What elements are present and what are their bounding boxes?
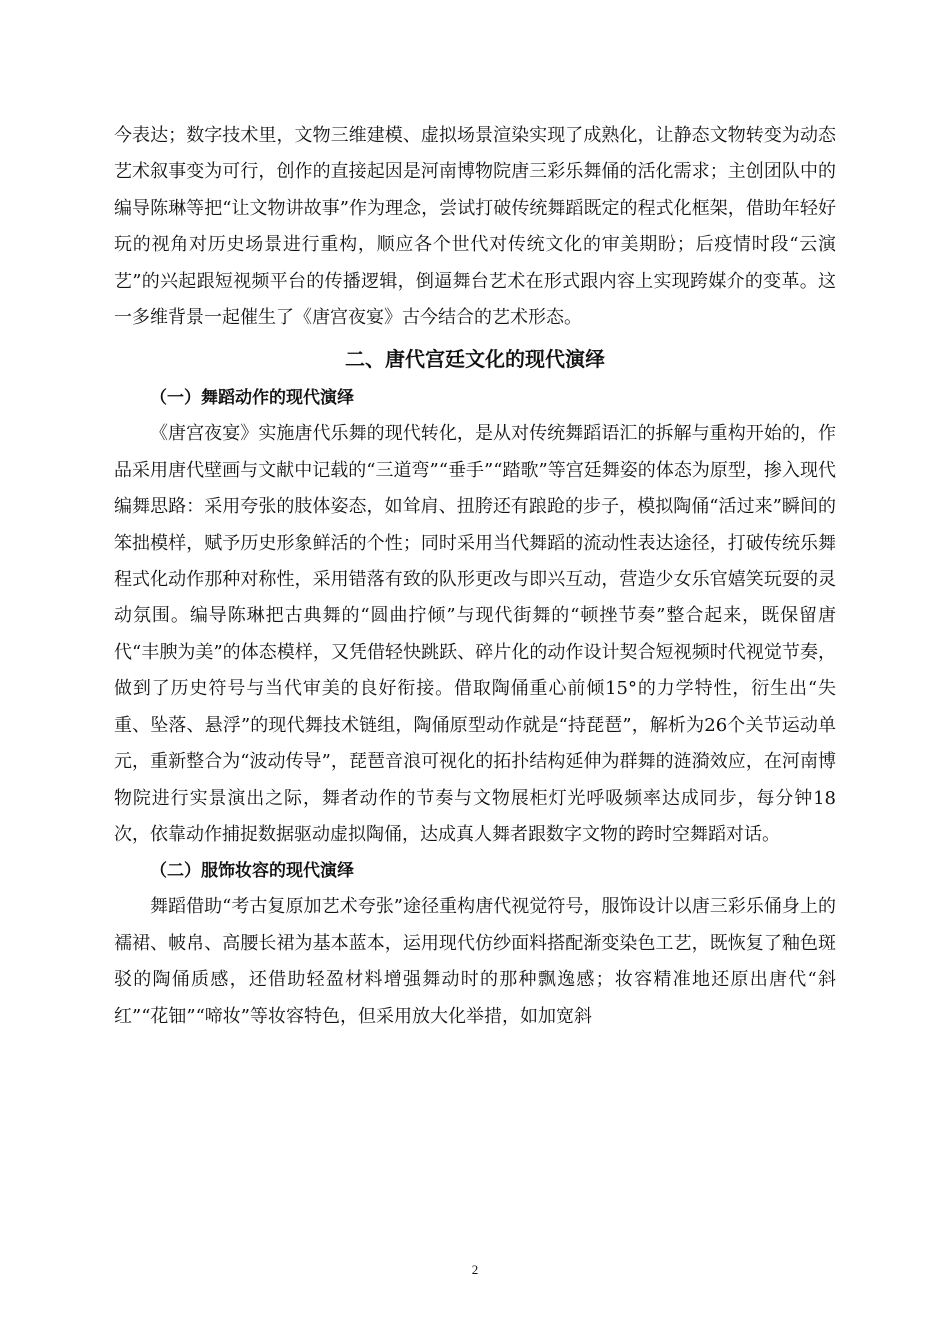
body-paragraph: 舞蹈借助“考古复原加艺术夸张”途径重构唐代视觉符号，服饰设计以唐三彩乐俑身上的襦裙、帔帛、高腰长裙为基本蓝本，运用现代仿纱面料搭配渐变染色工艺，既恢复了釉色斑驳的陶俑质感，还借助轻盈材料增强舞动时的那种飘逸感；妆容精准地还原出唐代“斜红”“花钿”“啼妆”等妆容特色，但采用放大化举措，如加宽斜 — [114, 896, 836, 1027]
page-content — [114, 118, 836, 1035]
section-heading: 二、唐代宫廷文化的现代演绎 — [345, 347, 605, 372]
page-number: 2 — [471, 1262, 479, 1277]
subsection-heading: （一）舞蹈动作的现代演绎 — [150, 388, 354, 409]
subsection-heading: （二）服饰妆容的现代演绎 — [150, 861, 354, 882]
body-paragraph: 今表达；数字技术里，文物三维建模、虚拟场景渲染实现了成熟化，让静态文物转变为动态艺术叙事变为可行，创作的直接起因是河南博物院唐三彩乐舞俑的活化需求；主创团队中的编导陈琳等把“让文物讲故事”作为理念，尝试打破传统舞蹈既定的程式化框架，借助年轻好玩的视角对历史场景进行重构，顺应各个世代对传统文化的审美期盼；后疫情时段“云演艺”的兴起跟短视频平台的传播逻辑，倒逼舞台艺术在形式跟内容上实现跨媒介的变革。这一多维背景一起催生了《唐宫夜宴》古今结合的艺术形态。 — [114, 125, 836, 329]
body-paragraph: 《唐宫夜宴》实施唐代乐舞的现代转化，是从对传统舞蹈语汇的拆解与重构开始的，作品采用唐代壁画与文献中记载的“三道弯”“垂手”“踏歌”等宫廷舞姿的体态为原型，掺入现代编舞思路：采用夸张的肢体姿态，如耸肩、扭胯还有踉跄的步子，模拟陶俑“活过来”瞬间的笨拙模样，赋予历史形象鲜活的个性；同时采用当代舞蹈的流动性表达途径，打破传统乐舞程式化动作那种对称性，采用错落有致的队形更改与即兴互动，营造少女乐官嬉笑玩耍的灵动氛围。编导陈琳把古典舞的“圆曲拧倾”与现代街舞的“顿挫节奏”整合起来，既保留唐代“丰腴为美”的体态模样，又凭借轻快跳跃、碎片化的动作设计契合短视频时代视觉节奏，做到了历史符号与当代审美的良好衔接。借取陶俑重心前倾15°的力学特性，衍生出“失重、坠落、悬浮”的现代舞技术链组，陶俑原型动作就是“持琵琶”，解析为26个关节运动单元，重新整合为“波动传导”，琵琶音浪可视化的拓扑结构延伸为群舞的涟漪效应，在河南博物院进行实景演出之际，舞者动作的节奏与文物展柜灯光呼吸频率达成同步，每分钟18次，依靠动作捕捉数据驱动虚拟陶俑，达成真人舞者跟数字文物的跨时空舞蹈对话。 — [114, 423, 836, 845]
